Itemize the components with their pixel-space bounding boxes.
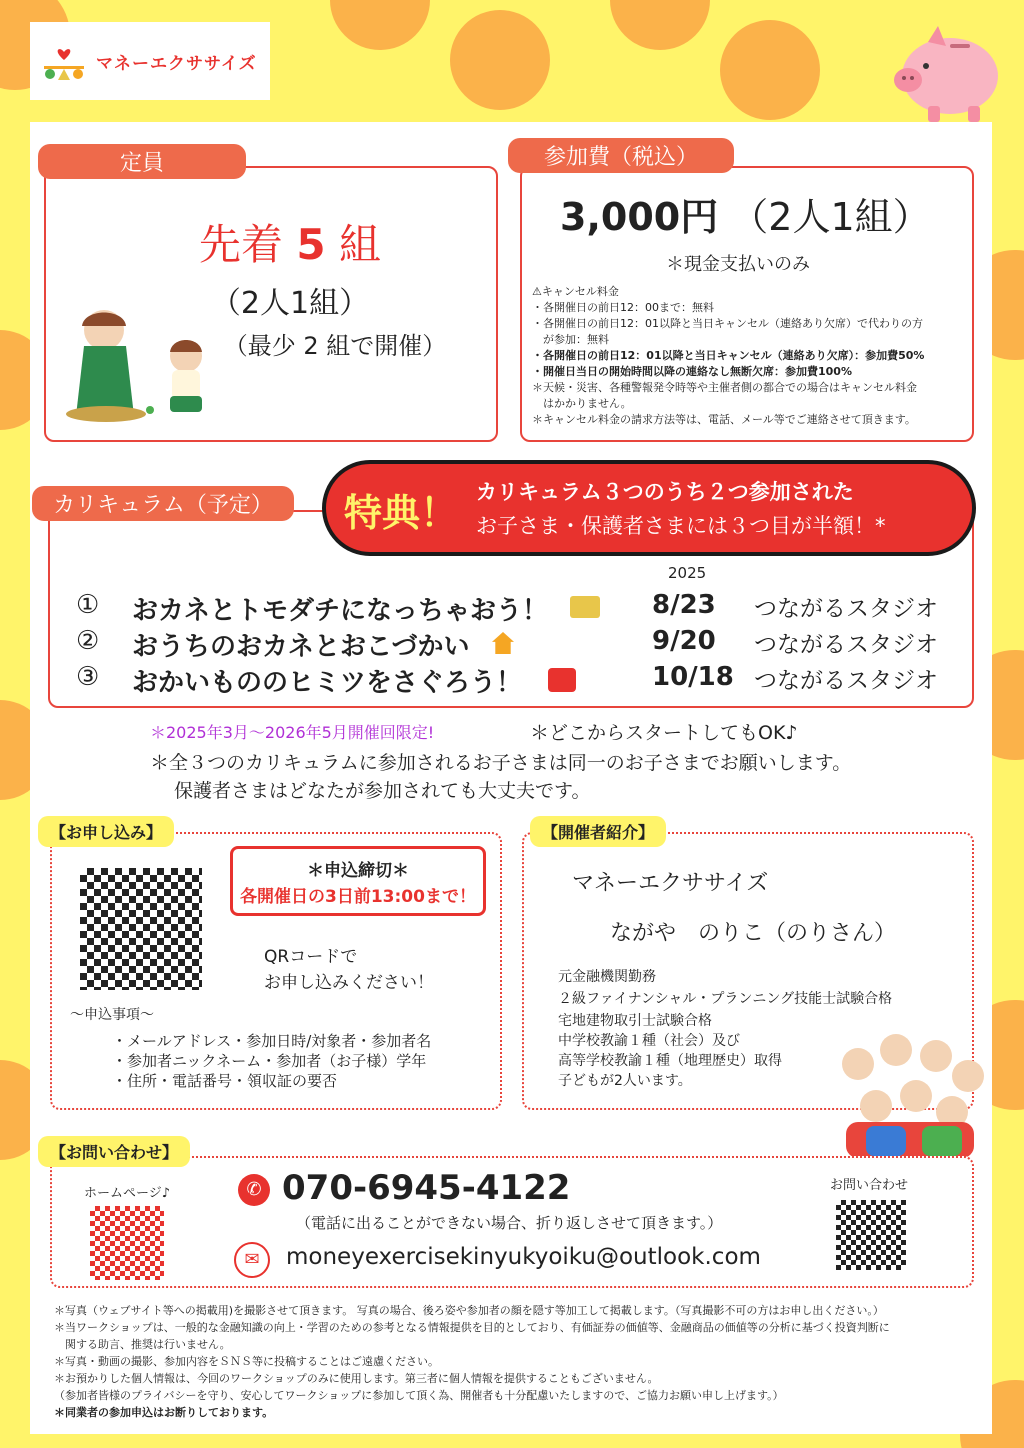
note-limited: ＊2025年3月～2026年5月開催回限定! <box>150 723 435 742</box>
deadline-text: 各開催日の3日前13:00まで！ <box>240 887 476 907</box>
curriculum-item <box>76 626 956 662</box>
decor-dot <box>330 0 430 50</box>
profile-line: 元金融機関勤務 <box>558 969 656 985</box>
bonus-text: カリキュラム３つのうち２つ参加された <box>476 480 854 504</box>
deadline-title: ＊申込締切＊ <box>307 861 409 881</box>
capacity-suffix: 組 <box>338 220 381 269</box>
footnote: ＊当ワークショップは、一般的な金融知識の向上・学習のための参考となる情報提供を目的としており、有価証券の価値等、金融商品の価値等の分析に基づく投資判断に <box>54 1321 890 1334</box>
footnote: （参加者皆様のプライバシーを守り、安心してワークショップに参加して頂く為、開催者も十分配慮いたしますので、ご協力お願い申し上げます。） <box>54 1389 784 1402</box>
curriculum-tab: カリキュラム（予定） <box>32 486 294 521</box>
apply-items-title: ～申込事項～ <box>70 1007 154 1023</box>
item-number: ② <box>76 626 100 656</box>
inquiry-qr-code[interactable] <box>836 1200 906 1270</box>
note-same-child: ＊全３つのカリキュラムに参加されるお子さまは同一のお子さまでお願いします。 <box>150 752 852 774</box>
curriculum-item <box>76 662 956 698</box>
footnote: ＊同業者の参加申込はお断りしております。 <box>54 1406 274 1419</box>
footnote: ＊お預かりした個人情報は、今回のワークショップのみに使用します。第三者に個人情報を提供することもございません。 <box>54 1372 659 1385</box>
piggy-bank-icon <box>888 18 1008 128</box>
capacity-number: 5 <box>296 220 326 269</box>
homepage-qr-code[interactable] <box>90 1206 164 1280</box>
cancel-line: はかかりません。 <box>532 397 632 410</box>
money-icon <box>570 596 600 618</box>
email-address[interactable]: moneyexercisekinyukyoiku@outlook.com <box>286 1244 761 1270</box>
capacity-tab: 定員 <box>38 144 246 179</box>
item-number: ① <box>76 590 100 620</box>
footnote: 関する助言、推奨は行いません。 <box>54 1338 231 1351</box>
organizer-tab: 【開催者紹介】 <box>530 816 666 847</box>
cancel-line: ・各開催日の前日12：01以降と当日キャンセル（連絡あり欠席）で代わりの方 <box>532 317 923 330</box>
bonus-title: 特典！ <box>344 491 459 535</box>
capacity-unit: （2人1組） <box>210 286 370 321</box>
note-start: ＊どこからスタートしてもOK♪ <box>530 722 798 744</box>
seesaw-heart-icon <box>40 38 88 84</box>
contact-tab: 【お問い合わせ】 <box>38 1136 190 1167</box>
qr-instruction: QRコードで <box>264 947 358 967</box>
decor-dot <box>450 10 550 110</box>
item-date: 10/18 <box>652 662 734 692</box>
cancel-title: ⚠キャンセル料金 <box>532 285 619 298</box>
footnote: ＊写真（ウェブサイト等への掲載用)を撮影させて頂きます。 写真の場合、後ろ姿や参加者の顔を隠す等加工して掲載します。（写真撮影不可の方はお申し出ください。） <box>54 1304 884 1317</box>
organizer-person: ながや のりこ（のりさん） <box>610 921 897 946</box>
logo-text: マネーエクササイズ <box>96 53 257 74</box>
bonus-text: お子さま・保護者さまには３つ目が半額！* <box>476 514 886 538</box>
note-parent: 保護者さまはどなたが参加されても大丈夫です。 <box>174 780 591 802</box>
children-group-illustration-icon <box>826 1026 990 1158</box>
parent-child-illustration-icon <box>66 306 226 424</box>
capacity-min: （最少 2 組で開催） <box>223 332 447 360</box>
item-venue: つながるスタジオ <box>754 632 938 658</box>
profile-line: ２級ファイナンシャル・プランニング技能士試験合格 <box>558 991 893 1007</box>
fee-unit: （2人1組） <box>730 195 931 239</box>
bonus-line2 <box>476 510 886 540</box>
profile-line: 中学校教諭１種（社会）及び <box>558 1033 740 1049</box>
cancel-line: ＊キャンセル料金の請求方法等は、電話、メール等でご連絡させて頂きます。 <box>532 413 916 426</box>
cancel-line: ・開催日当日の開始時間以降の連絡なし無断欠席：参加費100% <box>532 365 852 378</box>
item-title: おカネとトモダチになっちゃおう！ <box>132 596 549 626</box>
mail-icon: ✉ <box>234 1242 270 1278</box>
bonus-line1 <box>476 476 854 506</box>
footnote: ＊写真・動画の撮影、参加内容をＳＮＳ等に投稿することはご遠慮ください。 <box>54 1355 439 1368</box>
house-icon <box>492 632 514 654</box>
item-date: 8/23 <box>652 590 716 620</box>
item-number: ③ <box>76 662 100 692</box>
profile-line: 宅地建物取引士試験合格 <box>558 1013 712 1029</box>
item-venue: つながるスタジオ <box>754 668 938 694</box>
item-title: おうちのおカネとおこづかい <box>132 632 470 662</box>
inquiry-label: お問い合わせ <box>830 1178 909 1193</box>
curriculum-year: 2025 <box>668 564 707 582</box>
apply-tab: 【お申し込み】 <box>38 816 174 847</box>
fee-price-row <box>560 186 960 241</box>
decor-dot <box>610 0 710 50</box>
curriculum-item <box>76 590 956 626</box>
profile-line: 子どもが2人います。 <box>558 1073 692 1089</box>
organizer-name: マネーエクササイズ <box>572 871 769 896</box>
apply-qr-code[interactable] <box>80 868 202 990</box>
decor-dot <box>720 20 820 120</box>
apply-item: ・参加者ニックネーム・参加者（お子様）学年 <box>112 1052 427 1070</box>
fee-tab: 参加費（税込） <box>508 138 734 173</box>
qr-instruction: お申し込みください！ <box>264 973 434 993</box>
logo <box>30 22 270 100</box>
cancel-line: ・各開催日の前日12：01以降と当日キャンセル（連絡あり欠席）：参加費50% <box>532 349 925 362</box>
cancel-line: ＊天候・災害、各種警報発令時等や主催者側の都合での場合はキャンセル料金 <box>532 381 917 394</box>
capacity-main <box>150 212 430 272</box>
cancel-line: が参加：無料 <box>532 333 609 346</box>
phone-note: （電話に出ることができない場合、折り返しさせて頂きます。） <box>296 1214 723 1232</box>
item-venue: つながるスタジオ <box>754 596 938 622</box>
apply-item: ・住所・電話番号・領収証の要否 <box>112 1072 338 1090</box>
profile-line: 高等学校教諭１種（地理歴史）取得 <box>558 1053 782 1069</box>
homepage-label: ホームページ♪ <box>84 1186 171 1201</box>
phone-icon: ✆ <box>238 1174 270 1206</box>
fee-price: 3,000円 <box>560 195 719 239</box>
apply-item: ・メールアドレス・参加日時/対象者・参加者名 <box>112 1032 432 1050</box>
phone-number[interactable]: 070-6945-4122 <box>282 1168 571 1208</box>
cancel-line: ・各開催日の前日12：00まで：無料 <box>532 301 714 314</box>
item-title: おかいもののヒミツをさぐろう！ <box>132 668 523 698</box>
shopping-basket-icon <box>548 668 576 692</box>
fee-cash-note: ＊現金支払いのみ <box>666 254 810 275</box>
capacity-prefix: 先着 <box>199 220 284 269</box>
item-date: 9/20 <box>652 626 716 656</box>
